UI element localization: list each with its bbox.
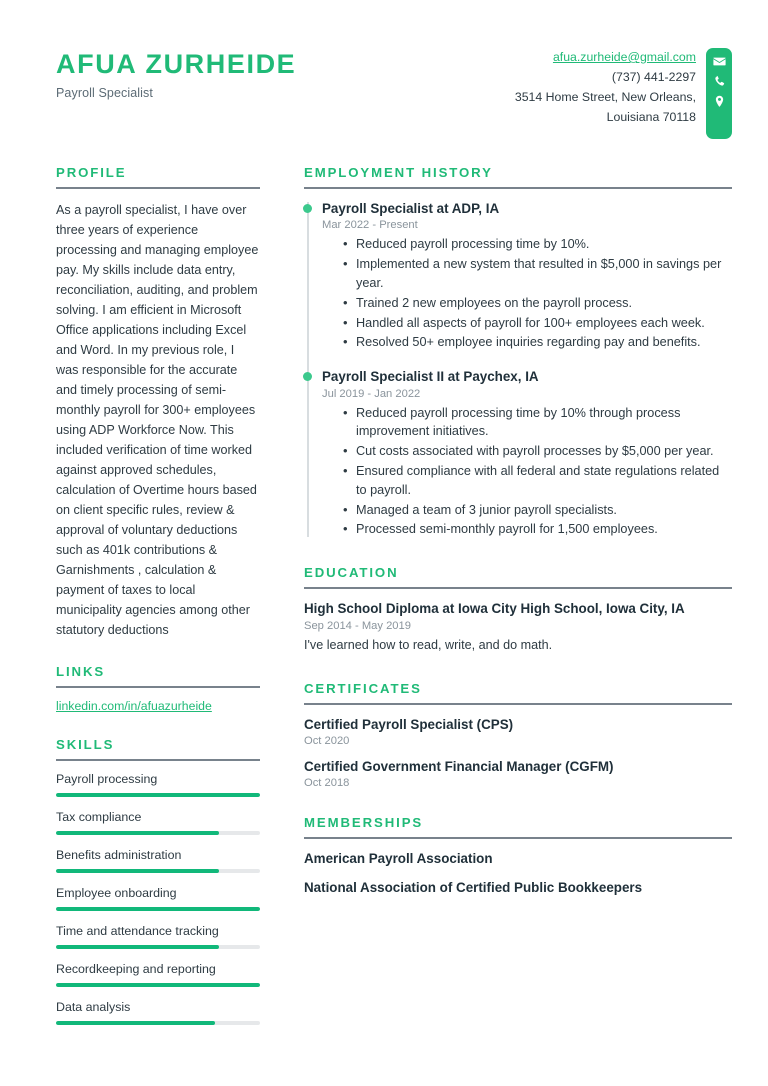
education-entry-description: I've learned how to read, write, and do math. — [304, 637, 553, 652]
profile-text: As a payroll specialist, I have over three years of experience processing and managing employee pay. My skills include data entry, reconciliation, auditing, and problem solving. I am efficient in Microsoft Office applications including Excel and Word. In my previous role, I was responsible for the accurate and timely processing of semi-monthly payroll for 300+ employees using ADP Workforce Now. This included verification of time worked against approved schedules, calculation of Overtime hours based on client specific rules, review & approval of voluntary deductions such as 401k contributions & Garnishments , calculation & payment of taxes to local municipality agencies among other statutory deductions — [56, 203, 259, 638]
employment-date: Jul 2019 - Jan 2022 — [322, 387, 421, 400]
timeline-dot-icon — [303, 372, 312, 381]
envelope-icon — [713, 55, 726, 68]
section-title-profile: PROFILE — [56, 165, 127, 180]
skill-level-bar — [56, 869, 260, 873]
education-entry — [304, 600, 732, 654]
section-certificates — [304, 681, 732, 790]
education-list — [304, 600, 732, 654]
skill-item — [56, 1000, 260, 1025]
membership-entry-title: National Association of Certified Public Bookkeepers — [304, 879, 643, 895]
section-title-education: EDUCATION — [304, 565, 399, 581]
section-divider — [56, 686, 260, 688]
section-divider — [304, 587, 732, 589]
section-employment-history — [304, 165, 732, 539]
contact-phone: (737) 441-2297 — [611, 69, 696, 84]
membership-entry — [304, 879, 732, 896]
list-item: • Cut costs associated with payroll processes by $5,000 per year. — [356, 442, 732, 461]
section-skills — [56, 737, 260, 1025]
membership-entry — [304, 850, 732, 867]
contact-address-line-2: Louisiana 70118 — [606, 109, 696, 124]
employment-title: Payroll Specialist II at Paychex, IA — [322, 369, 539, 385]
skill-name: Benefits administration — [56, 848, 182, 863]
employment-bullet-list — [322, 404, 732, 540]
skill-name: Recordkeeping and reporting — [56, 962, 216, 977]
resume-body — [0, 139, 768, 1049]
section-divider — [304, 703, 732, 705]
section-divider — [56, 187, 260, 189]
certificate-entry-date: Oct 2018 — [304, 777, 350, 790]
left-column — [56, 165, 260, 1049]
contact-icon-bar — [706, 48, 732, 139]
list-item: • Managed a team of 3 junior payroll specialists. — [356, 501, 732, 520]
section-education — [304, 565, 732, 654]
skill-level-bar — [56, 945, 260, 949]
contact-details — [515, 48, 706, 139]
education-entry-title: High School Diploma at Iowa City High School, Iowa City, IA — [304, 601, 685, 617]
certificates-list — [304, 716, 732, 790]
contact-email[interactable]: afua.zurheide@gmail.com — [552, 50, 696, 64]
skill-level-fill — [56, 945, 219, 949]
skill-level-fill — [56, 983, 260, 987]
section-title-memberships: MEMBERSHIPS — [304, 815, 424, 831]
education-entry-date: Sep 2014 - May 2019 — [304, 619, 411, 632]
section-memberships — [304, 815, 732, 896]
skill-name: Payroll processing — [56, 772, 158, 787]
skill-item — [56, 810, 260, 835]
skill-name: Employee onboarding — [56, 886, 177, 901]
skill-name: Tax compliance — [56, 810, 142, 825]
skill-level-bar — [56, 1021, 260, 1025]
skill-name: Data analysis — [56, 1000, 131, 1015]
skill-level-bar — [56, 793, 260, 797]
skill-item — [56, 962, 260, 987]
section-profile — [56, 165, 260, 640]
list-item[interactable]: linkedin.com/in/afuazurheide — [56, 699, 212, 714]
memberships-list — [304, 850, 732, 896]
skill-item — [56, 848, 260, 873]
skills-list — [56, 772, 260, 1025]
employment-timeline — [304, 200, 732, 539]
phone-icon — [713, 75, 726, 88]
skill-level-bar — [56, 983, 260, 987]
resume-header — [0, 0, 768, 139]
skill-level-bar — [56, 907, 260, 911]
skill-level-fill — [56, 1021, 215, 1025]
employment-title: Payroll Specialist at ADP, IA — [322, 201, 500, 216]
certificate-entry-title: Certified Government Financial Manager (CGFM) — [304, 758, 614, 774]
map-pin-icon — [713, 95, 726, 108]
list-item: • Ensured compliance with all federal and state regulations related to payroll. — [356, 462, 732, 500]
certificate-entry-title: Certified Payroll Specialist (CPS) — [304, 716, 514, 732]
section-title-certificates: CERTIFICATES — [304, 680, 422, 696]
skill-level-fill — [56, 793, 260, 797]
certificate-entry — [304, 758, 732, 789]
section-divider — [56, 759, 260, 761]
skill-level-fill — [56, 831, 219, 835]
contact-address-line-1: 3514 Home Street, New Orleans, — [514, 89, 696, 104]
contact-block — [515, 44, 732, 139]
section-title-skills: SKILLS — [56, 737, 115, 753]
list-item: • Handled all aspects of payroll for 100+ employees each week. — [356, 314, 732, 333]
list-item: • Implemented a new system that resulted in $5,000 in savings per year. — [356, 255, 732, 293]
list-item: • Reduced payroll processing time by 10% through process improvement initiatives. — [356, 404, 732, 442]
timeline-dot-icon — [303, 204, 312, 213]
candidate-name: AFUA ZURHEIDE — [56, 49, 297, 79]
skill-item — [56, 924, 260, 949]
section-links — [56, 664, 260, 713]
list-item: • Trained 2 new employees on the payroll process. — [356, 294, 732, 313]
employment-entry — [322, 368, 732, 539]
certificate-entry-date: Oct 2020 — [304, 734, 350, 747]
right-column — [304, 165, 732, 1049]
header-identity — [56, 44, 296, 100]
skill-level-fill — [56, 869, 219, 873]
skill-level-fill — [56, 907, 260, 911]
membership-entry-title: American Payroll Association — [304, 851, 493, 867]
employment-date: Mar 2022 - Present — [322, 219, 418, 232]
section-divider — [304, 837, 732, 839]
employment-entry — [322, 200, 732, 352]
skill-item — [56, 886, 260, 911]
list-item: • Processed semi-monthly payroll for 1,500 employees. — [356, 520, 732, 539]
section-divider — [304, 187, 732, 189]
section-title-employment: EMPLOYMENT HISTORY — [304, 165, 493, 180]
list-item: • Reduced payroll processing time by 10%. — [356, 235, 732, 254]
skill-name: Time and attendance tracking — [56, 924, 219, 939]
skill-level-bar — [56, 831, 260, 835]
certificate-entry — [304, 716, 732, 747]
links-list — [56, 699, 260, 713]
skill-item — [56, 772, 260, 797]
list-item: • Resolved 50+ employee inquiries regarding pay and benefits. — [356, 333, 732, 352]
section-title-links: LINKS — [56, 664, 106, 680]
candidate-job-title: Payroll Specialist — [56, 85, 153, 100]
employment-bullet-list — [322, 235, 732, 352]
